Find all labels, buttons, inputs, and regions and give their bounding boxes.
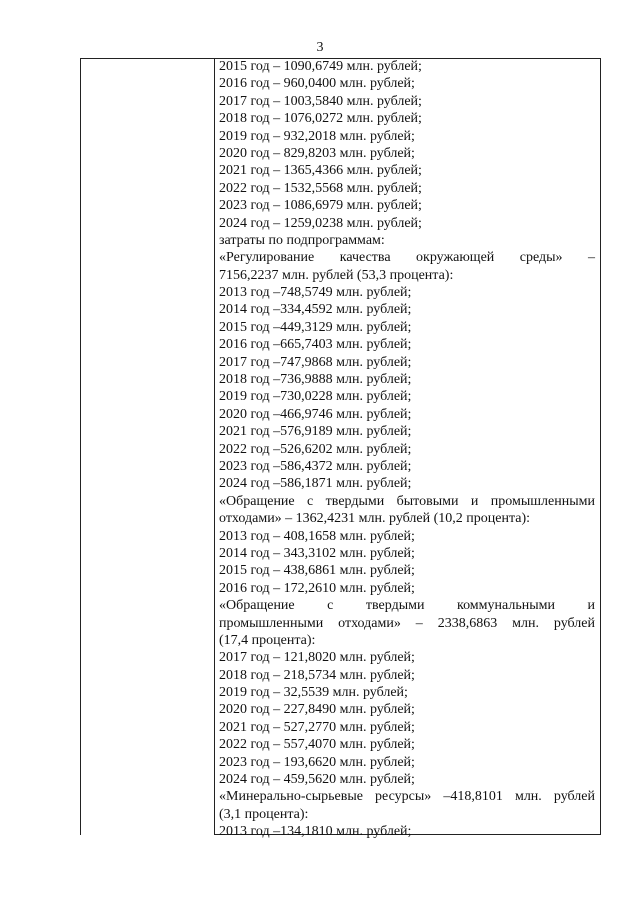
page-number: 3: [316, 40, 324, 55]
text-line: 2019 год – 32,5539 млн. рублей;: [219, 685, 408, 701]
text-line: 2020 год – 829,8203 млн. рублей;: [219, 145, 415, 161]
text-line: 2013 год – 408,1658 млн. рублей;: [219, 528, 415, 544]
text-line: 2016 год – 172,2610 млн. рублей;: [219, 580, 415, 596]
text-line: 2024 год – 459,5620 млн. рублей;: [219, 772, 415, 788]
text-line: 2015 год –449,3129 млн. рублей;: [219, 319, 412, 335]
text-line: 2015 год – 1090,6749 млн. рублей;: [219, 59, 422, 74]
text-line: 2024 год – 1259,0238 млн. рублей;: [219, 215, 422, 231]
text-line: 2022 год – 557,4070 млн. рублей;: [219, 737, 415, 753]
text-line: 2021 год –576,9189 млн. рублей;: [219, 424, 412, 440]
text-line: «Обращение с твердыми коммунальными и: [219, 598, 595, 614]
text-line: (3,1 процента):: [219, 806, 309, 822]
text-line: 2014 год –334,4592 млн. рублей;: [219, 302, 412, 318]
text-line: 2016 год – 960,0400 млн. рублей;: [219, 76, 415, 92]
text-line: 2024 год –586,1871 млн. рублей;: [219, 476, 412, 492]
text-line: 7156,2237 млн. рублей (53,3 процента):: [219, 267, 454, 283]
text-line: 2018 год –736,9888 млн. рублей;: [219, 372, 412, 388]
text-line: 2020 год – 227,8490 млн. рублей;: [219, 702, 415, 718]
text-line: 2019 год –730,0228 млн. рублей;: [219, 389, 412, 405]
text-line: 2023 год – 193,6620 млн. рублей;: [219, 754, 415, 770]
text-line: отходами» – 1362,4231 млн. рублей (10,2 процента):: [219, 511, 531, 527]
text-line: 2017 год – 1003,5840 млн. рублей;: [219, 93, 422, 109]
text-line: «Обращение с твердыми бытовыми и промышленными: [219, 493, 595, 509]
text-line: затраты по подпрограммам:: [219, 232, 385, 248]
table-right-border: [600, 58, 601, 835]
text-line: 2023 год – 1086,6979 млн. рублей;: [219, 198, 422, 214]
text-line: «Регулирование качества окружающей среды» –: [219, 250, 595, 266]
text-line: 2015 год – 438,6861 млн. рублей;: [219, 563, 415, 579]
text-line: 2022 год – 1532,5568 млн. рублей;: [219, 180, 422, 196]
text-line: 2014 год – 343,3102 млн. рублей;: [219, 545, 415, 561]
text-line: промышленными отходами» – 2338,6863 млн. рублей: [219, 615, 595, 631]
text-line: 2013 год –748,5749 млн. рублей;: [219, 285, 412, 301]
text-line: 2019 год – 932,2018 млн. рублей;: [219, 128, 415, 144]
text-line: 2020 год –466,9746 млн. рублей;: [219, 406, 412, 422]
text-line: 2013 год –134,1810 млн. рублей;: [219, 824, 412, 840]
text-line: 2018 год – 218,5734 млн. рублей;: [219, 667, 415, 683]
column-divider: [214, 58, 215, 835]
text-line: 2022 год –526,6202 млн. рублей;: [219, 441, 412, 457]
text-line: 2023 год –586,4372 млн. рублей;: [219, 458, 412, 474]
table-content-cell: [219, 58, 595, 841]
text-line: 2018 год – 1076,0272 млн. рублей;: [219, 111, 422, 127]
text-line: 2017 год – 121,8020 млн. рублей;: [219, 650, 415, 666]
text-line: 2017 год –747,9868 млн. рублей;: [219, 354, 412, 370]
text-line: «Минерально-сырьевые ресурсы» –418,8101 млн. рублей: [219, 789, 595, 805]
text-line: (17,4 процента):: [219, 632, 316, 648]
text-line: 2021 год – 1365,4366 млн. рублей;: [219, 163, 422, 179]
text-line: 2021 год – 527,2770 млн. рублей;: [219, 719, 415, 735]
text-line: 2016 год –665,7403 млн. рублей;: [219, 337, 412, 353]
